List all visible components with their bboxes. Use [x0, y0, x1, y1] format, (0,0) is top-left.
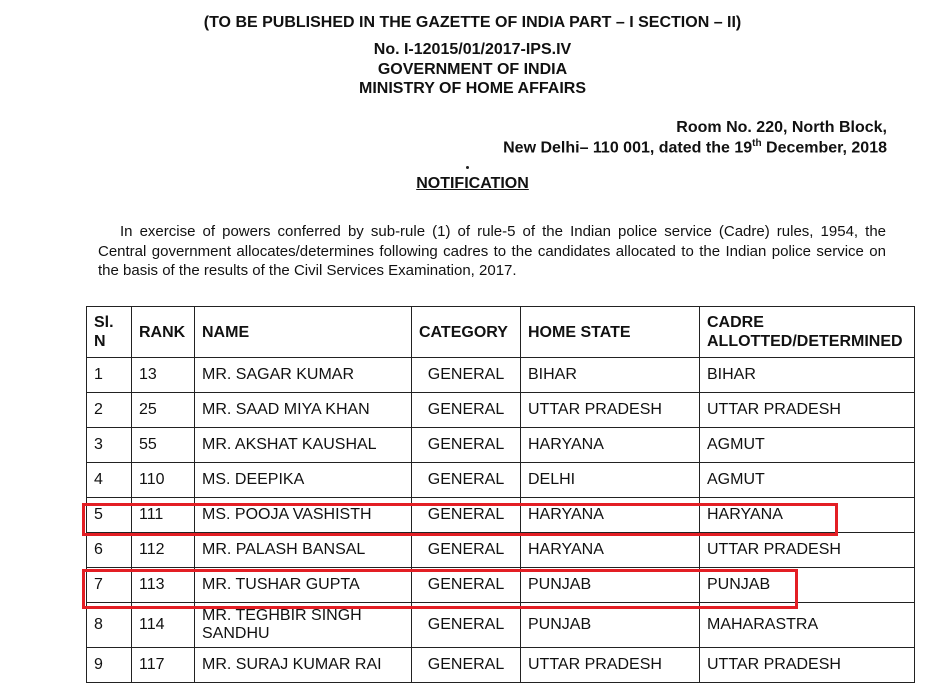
cell-rank: 13 — [132, 358, 195, 393]
cell-name: MR. TEGHBIR SINGH SANDHU — [195, 603, 412, 648]
highlight-box-row-7 — [82, 569, 798, 609]
cell-home-state: HARYANA — [521, 428, 700, 463]
cell-home-state: HARYANA — [521, 498, 700, 533]
col-home-state: HOME STATE — [521, 307, 700, 358]
cell-category: GENERAL — [412, 603, 521, 648]
cell-home-state: PUNJAB — [521, 603, 700, 648]
table-row — [87, 463, 915, 498]
stray-dot — [466, 166, 469, 169]
cell-sl: 4 — [87, 463, 132, 498]
cell-cadre: UTTAR PRADESH — [700, 648, 915, 683]
cell-home-state: UTTAR PRADESH — [521, 648, 700, 683]
cell-home-state: DELHI — [521, 463, 700, 498]
cell-rank: 113 — [132, 568, 195, 603]
gazette-heading: (TO BE PUBLISHED IN THE GAZETTE OF INDIA PART – I SECTION – II) — [203, 14, 742, 31]
cell-category: GENERAL — [412, 533, 521, 568]
cell-name: MR. AKSHAT KAUSHAL — [195, 428, 412, 463]
cadre-table — [86, 306, 915, 683]
cell-name: MR. SAAD MIYA KHAN — [195, 393, 412, 428]
cell-name: MS. DEEPIKA — [195, 463, 412, 498]
cell-name: MS. POOJA VASHISTH — [195, 498, 412, 533]
cell-cadre: MAHARASTRA — [700, 603, 915, 648]
cell-cadre: PUNJAB — [700, 568, 915, 603]
ministry-heading: MINISTRY OF HOME AFFAIRS — [359, 80, 586, 97]
date-line — [503, 138, 887, 157]
government-heading: GOVERNMENT OF INDIA — [377, 61, 568, 78]
cell-category: GENERAL — [412, 428, 521, 463]
cell-rank: 114 — [132, 603, 195, 648]
file-number: No. I-12015/01/2017-IPS.IV — [373, 41, 572, 58]
cell-sl: 5 — [87, 498, 132, 533]
cell-sl: 9 — [87, 648, 132, 683]
cell-sl: 7 — [87, 568, 132, 603]
paragraph-text: In exercise of powers conferred by sub-rule (1) of rule-5 of the Indian police service (Cadre) rules, 1954, the Central government allocates/determines following cadres to the candidates allocated to the Indian police service on the basis of the results of the Civil Services Examination, 2017. — [98, 223, 886, 279]
cell-category: GENERAL — [412, 358, 521, 393]
cell-category: GENERAL — [412, 568, 521, 603]
cell-category: GENERAL — [412, 393, 521, 428]
cell-name: MR. PALASH BANSAL — [195, 533, 412, 568]
table-row — [87, 428, 915, 463]
cell-rank: 55 — [132, 428, 195, 463]
table-row — [87, 358, 915, 393]
cell-sl: 8 — [87, 603, 132, 648]
col-cadre: CADRE ALLOTTED/DETERMINED — [700, 307, 915, 358]
col-rank: RANK — [132, 307, 195, 358]
cell-cadre: BIHAR — [700, 358, 915, 393]
cell-rank: 110 — [132, 463, 195, 498]
cell-rank: 117 — [132, 648, 195, 683]
cell-cadre: AGMUT — [700, 428, 915, 463]
cell-rank: 112 — [132, 533, 195, 568]
notification-paragraph — [98, 222, 886, 281]
cell-name: MR. SAGAR KUMAR — [195, 358, 412, 393]
table-header-row — [87, 307, 915, 358]
cell-sl: 2 — [87, 393, 132, 428]
col-category: CATEGORY — [412, 307, 521, 358]
cell-category: GENERAL — [412, 498, 521, 533]
cell-category: GENERAL — [412, 463, 521, 498]
date-suffix: December, 2018 — [761, 139, 887, 157]
cell-name: MR. SURAJ KUMAR RAI — [195, 648, 412, 683]
cell-home-state: BIHAR — [521, 358, 700, 393]
cell-cadre: AGMUT — [700, 463, 915, 498]
col-name: NAME — [195, 307, 412, 358]
cell-home-state: PUNJAB — [521, 568, 700, 603]
cell-cadre: UTTAR PRADESH — [700, 533, 915, 568]
cell-home-state: HARYANA — [521, 533, 700, 568]
table-row — [87, 603, 915, 648]
col-sl: Sl. N — [87, 307, 132, 358]
table-row — [87, 533, 915, 568]
date-prefix: New Delhi– 110 001, dated the 19 — [503, 139, 753, 157]
cell-sl: 3 — [87, 428, 132, 463]
cell-cadre: UTTAR PRADESH — [700, 393, 915, 428]
table-row — [87, 393, 915, 428]
cell-rank: 25 — [132, 393, 195, 428]
cell-cadre: HARYANA — [700, 498, 915, 533]
cell-name: MR. TUSHAR GUPTA — [195, 568, 412, 603]
cell-rank: 111 — [132, 498, 195, 533]
cell-home-state: UTTAR PRADESH — [521, 393, 700, 428]
address-line: Room No. 220, North Block, — [676, 119, 887, 136]
cell-sl: 1 — [87, 358, 132, 393]
cell-sl: 6 — [87, 533, 132, 568]
highlight-box-row-5 — [82, 503, 838, 536]
cell-category: GENERAL — [412, 648, 521, 683]
table-row — [87, 648, 915, 683]
notification-title: NOTIFICATION — [416, 175, 529, 192]
date-superscript: th — [752, 138, 762, 149]
